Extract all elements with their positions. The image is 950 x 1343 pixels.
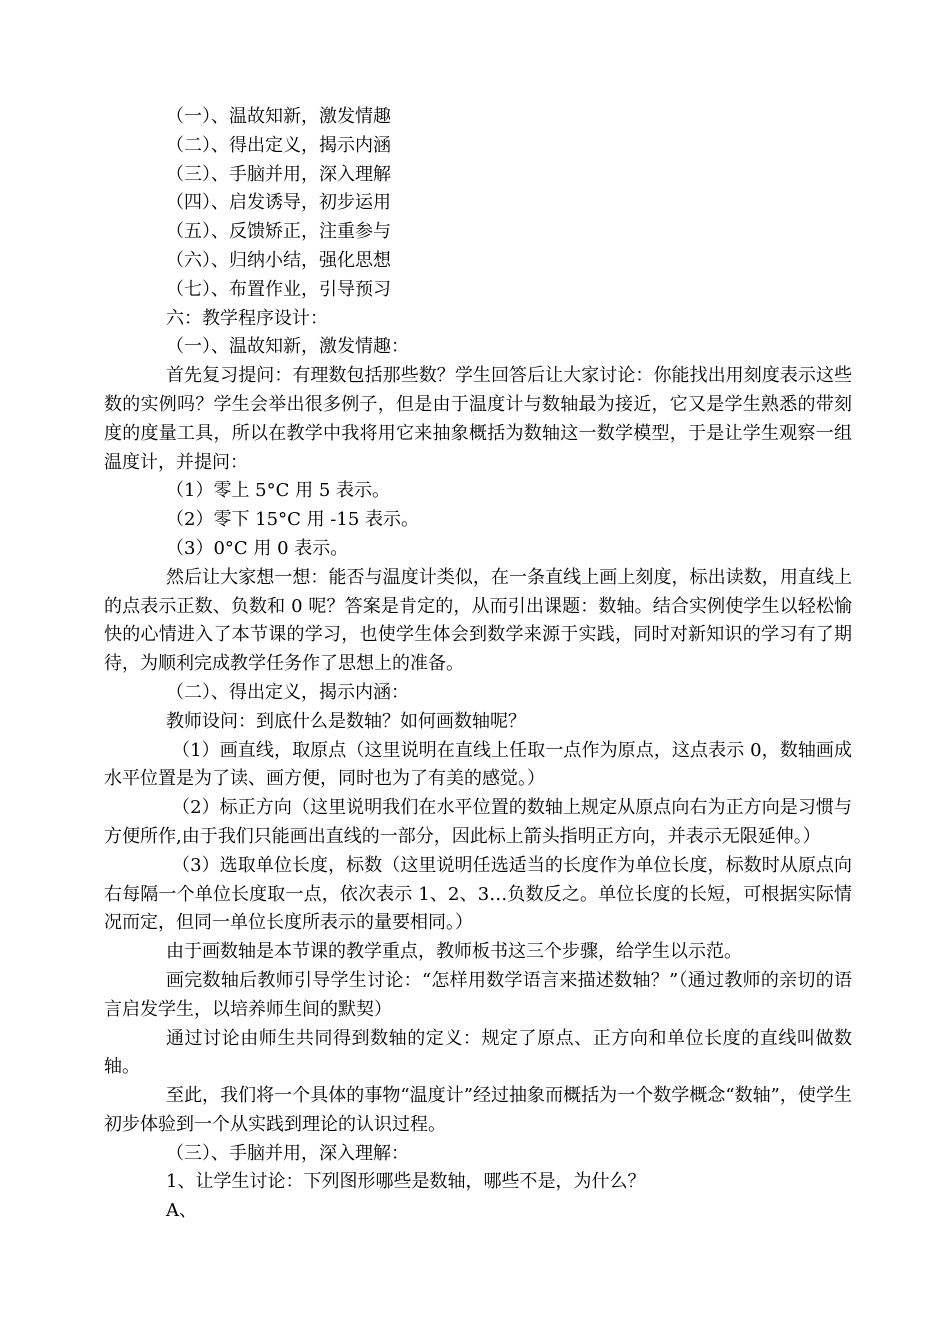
part-3-question-1: 1、让学生讨论：下列图形哪些是数轴，哪些不是，为什么？	[166, 1171, 646, 1193]
outline-item-6: （六）、归纳小结，强化思想	[166, 249, 391, 271]
section-6-title: 六：教学程序设计：	[166, 307, 328, 329]
outline-item-3: （三）、手脑并用，深入理解	[166, 163, 391, 185]
part-3-heading: （三）、手脑并用，深入理解：	[166, 1142, 409, 1164]
part-1-followup: 然后让大家想一想：能否与温度计类似，在一条直线上画上刻度，标出读数，用直线上的点表示正数、负数和 0 呢？答案是肯定的，从而引出课题：数轴。结合实例使学生以轻松愉快的心情进入了本节课的学习，也使学生体会到数学来源于实践，同时对新知识的学习有了期待，为顺利完成教学任务作了思想上的准备。	[104, 566, 852, 675]
outline-item-5: （五）、反馈矫正，注重参与	[166, 221, 391, 243]
step-2: （2）标正方向（这里说明我们在水平位置的数轴上规定从原点向右为正方向是习惯与方便所作,由于我们只能画出直线的一部分，因此标上箭头指明正方向，并表示无限延伸。）	[104, 797, 852, 847]
thermometer-example-1: （1）零上 5°C 用 5 表示。	[166, 480, 391, 502]
outline-item-1: （一）、温故知新，激发情趣	[166, 106, 391, 127]
step-3: （3）选取单位长度，标数（这里说明任选适当的长度作为单位长度，标数时从原点向右每隔一个单位长度取一点，依次表示 1、2、3…负数反之。单位长度的长短，可根据实际情况而定，但同一单位长度所表示的量要相同。）	[104, 854, 852, 934]
part-1-heading: （一）、温故知新，激发情趣：	[166, 336, 409, 358]
thermometer-example-3: （3）0°C 用 0 表示。	[166, 537, 349, 559]
thermometer-example-2: （2）零下 15°C 用 -15 表示。	[166, 509, 420, 531]
part-2-heading: （二）、得出定义，揭示内涵：	[166, 681, 409, 703]
part-1-intro: 首先复习提问：有理数包括那些数？学生回答后让大家讨论：你能找出用刻度表示这些数的实例吗？学生会举出很多例子，但是由于温度计与数轴最为接近，它又是学生熟悉的带刻度的度量工具，所以在教学中我将用它来抽象概括为数轴这一数学模型，于是让学生观察一组温度计，并提问：	[104, 365, 852, 473]
outline-item-4: （四）、启发诱导，初步运用	[166, 192, 391, 214]
part-2-paragraph-1: 由于画数轴是本节课的教学重点，教师板书这三个步骤，给学生以示范。	[166, 941, 742, 963]
step-1: （1）画直线，取原点（这里说明在直线上任取一点作为原点，这点表示 0，数轴画成水平位置是为了读、画方便，同时也为了有美的感觉。）	[104, 739, 852, 790]
document-body	[104, 103, 852, 1226]
part-2-paragraph-3: 通过讨论由师生共同得到数轴的定义：规定了原点、正方向和单位长度的直线叫做数轴。	[104, 1027, 852, 1078]
part-2-question: 教师设问：到底什么是数轴？如何画数轴呢？	[166, 710, 526, 732]
outline-item-7: （七）、布置作业，引导预习	[166, 278, 391, 300]
part-2-paragraph-4: 至此，我们将一个具体的事物“温度计”经过抽象而概括为一个数学概念“数轴”，使学生初步体验到一个从实践到理论的认识过程。	[104, 1085, 852, 1135]
option-a-label: A、	[166, 1200, 197, 1222]
outline-item-2: （二）、得出定义，揭示内涵	[166, 134, 391, 156]
part-2-paragraph-2: 画完数轴后教师引导学生讨论：“怎样用数学语言来描述数轴？”（通过教师的亲切的语言启发学生，以培养师生间的默契）	[104, 969, 852, 1020]
